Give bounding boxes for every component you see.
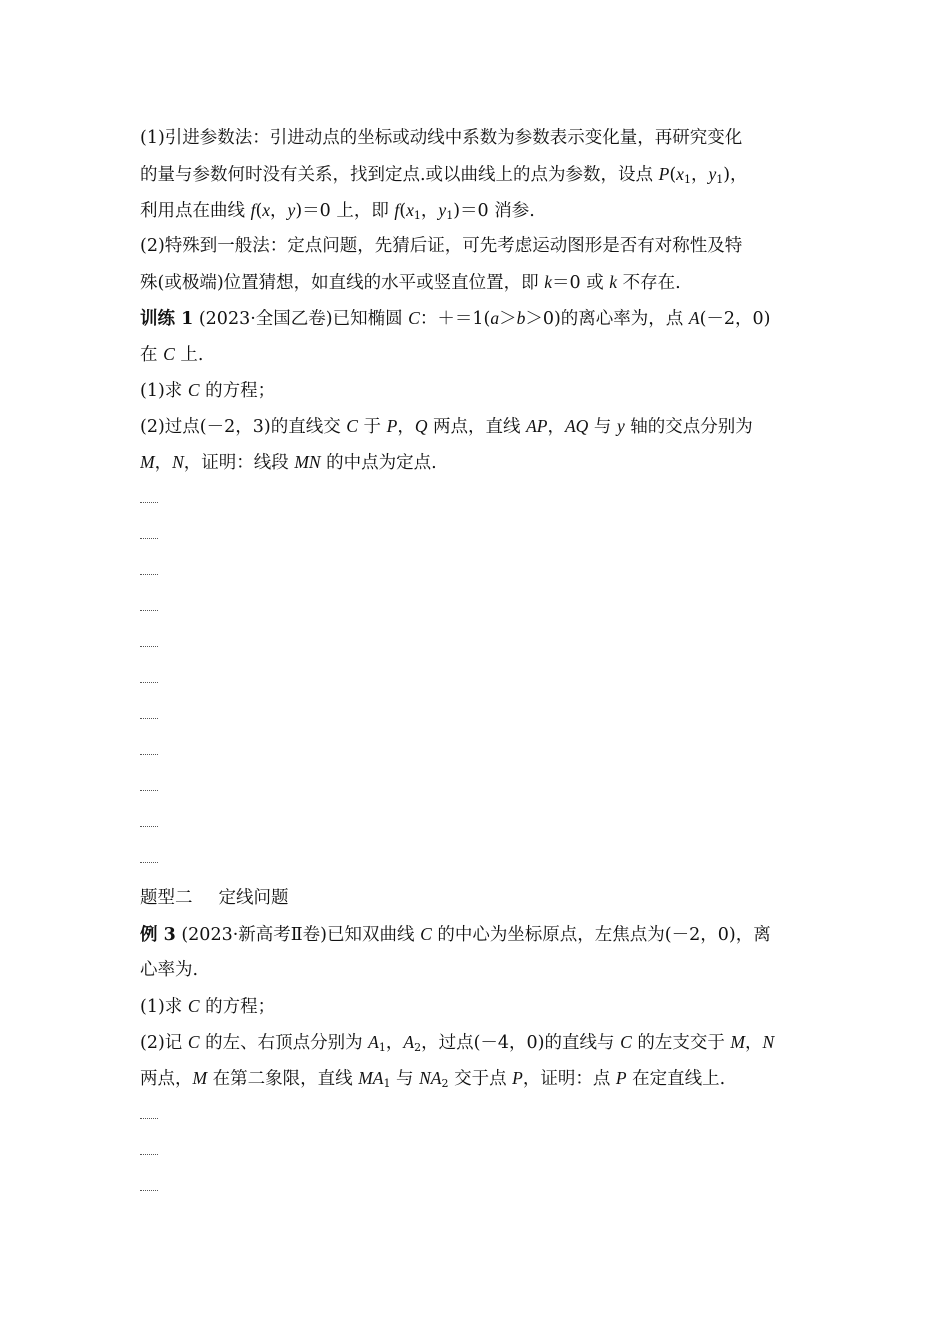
text: ，过点(－4，0)的直线与 xyxy=(421,1033,621,1053)
method2-line2 xyxy=(140,264,815,300)
answer-line[interactable] xyxy=(140,1096,815,1132)
text: (－2，0) xyxy=(699,309,771,329)
text: ， xyxy=(385,1033,404,1053)
answer-dots xyxy=(140,718,158,719)
answer-dots xyxy=(140,646,158,647)
var: y xyxy=(708,164,717,184)
subscript: 1 xyxy=(413,209,421,222)
text: 的方程； xyxy=(199,381,276,401)
subscript: 1 xyxy=(446,209,454,222)
example3-answer-area[interactable] xyxy=(140,1096,815,1204)
answer-dots xyxy=(140,862,158,863)
text: ( xyxy=(255,201,263,221)
subscript: 1 xyxy=(683,173,691,186)
answer-line[interactable] xyxy=(140,732,815,768)
text: 交于点 xyxy=(448,1069,513,1089)
text: ， xyxy=(744,1033,763,1053)
subscript: 1 xyxy=(378,1041,386,1054)
example3-line2 xyxy=(140,952,815,988)
var: x xyxy=(676,164,684,184)
training1-question2-line1 xyxy=(140,408,815,444)
var: C xyxy=(346,416,358,436)
text: 在 xyxy=(140,345,164,365)
answer-line[interactable] xyxy=(140,624,815,660)
var: P xyxy=(512,1068,523,1088)
section-label: 题型二 xyxy=(140,888,193,908)
var: N xyxy=(172,452,184,472)
training1-question1 xyxy=(140,372,815,408)
answer-dots xyxy=(140,682,158,683)
text: 两点，直线 xyxy=(427,417,527,437)
answer-dots xyxy=(140,574,158,575)
text: ， xyxy=(547,417,565,437)
answer-dots xyxy=(140,1190,158,1191)
training1-line1 xyxy=(140,300,815,336)
var: M xyxy=(192,1068,208,1088)
text: 上. xyxy=(174,345,204,365)
var: C xyxy=(420,924,432,944)
text: 不存在. xyxy=(617,273,681,293)
var: C xyxy=(163,344,175,364)
text: ＞ xyxy=(499,309,517,329)
answer-line[interactable] xyxy=(140,480,815,516)
var: AQ xyxy=(564,416,589,436)
var: NA xyxy=(419,1068,442,1088)
answer-line[interactable] xyxy=(140,588,815,624)
training1-answer-area[interactable] xyxy=(140,480,815,876)
example-label: 例 3 xyxy=(140,925,176,945)
var: M xyxy=(730,1032,745,1052)
text: (1)引进参数法：引进动点的坐标或动线中系数为参数表示变化量，再研究变化 xyxy=(140,128,743,148)
text: (2)特殊到一般法：定点问题，先猜后证，可先考虑运动图形是否有对称性及特 xyxy=(140,236,743,256)
var: x xyxy=(406,200,414,220)
var: N xyxy=(762,1032,775,1052)
answer-line[interactable] xyxy=(140,840,815,876)
var: x xyxy=(262,200,271,220)
var: P xyxy=(615,1068,627,1088)
var: AP xyxy=(526,416,548,436)
answer-dots xyxy=(140,754,158,755)
example3-question1 xyxy=(140,988,815,1024)
text: 的左支交于 xyxy=(631,1033,731,1053)
text: ，证明：点 xyxy=(522,1069,616,1089)
example3-question2-line1 xyxy=(140,1024,815,1060)
text: ( xyxy=(669,165,677,185)
subscript: 1 xyxy=(383,1077,391,1090)
answer-line[interactable] xyxy=(140,804,815,840)
var: MA xyxy=(358,1068,384,1088)
text: 的中心为坐标原点，左焦点为(－2，0)，离 xyxy=(431,925,771,945)
var: C xyxy=(187,1032,200,1052)
text: ，证明：线段 xyxy=(183,453,295,473)
training1-question2-line2 xyxy=(140,444,815,480)
answer-line[interactable] xyxy=(140,696,815,732)
var: f xyxy=(394,200,400,220)
example3-line1 xyxy=(140,916,815,952)
var: P xyxy=(386,416,398,436)
var: f xyxy=(250,200,256,220)
text: 在第二象限，直线 xyxy=(207,1069,359,1089)
text: 殊(或极端)位置猜想，如直线的水平或竖直位置，即 xyxy=(140,273,545,293)
var: C xyxy=(187,996,200,1016)
text: (2)记 xyxy=(140,1033,188,1053)
training-label: 训练 1 xyxy=(140,309,194,329)
text: ( xyxy=(399,201,407,221)
var: A xyxy=(368,1032,379,1052)
text: ， xyxy=(270,201,288,221)
text: ＞0)的离心率为，点 xyxy=(525,309,689,329)
text: ， xyxy=(690,165,709,185)
text: (1)求 xyxy=(140,997,188,1017)
text: ， xyxy=(397,417,415,437)
var: y xyxy=(616,416,625,436)
method1-line2 xyxy=(140,156,815,192)
answer-dots xyxy=(140,538,158,539)
answer-dots xyxy=(140,1118,158,1119)
answer-line[interactable] xyxy=(140,1168,815,1204)
method2-line1 xyxy=(140,228,815,264)
var: k xyxy=(544,272,552,292)
section-title: 定线问题 xyxy=(218,888,289,908)
answer-line[interactable] xyxy=(140,768,815,804)
text: 的左、右顶点分别为 xyxy=(199,1033,369,1053)
text: 利用点在曲线 xyxy=(140,201,251,221)
answer-line[interactable] xyxy=(140,1132,815,1168)
method1-line1 xyxy=(140,120,815,156)
subscript: 2 xyxy=(414,1041,422,1054)
var: A xyxy=(688,308,700,328)
var: k xyxy=(609,272,618,292)
subscript: 1 xyxy=(716,173,724,186)
text: (2)过点(－2，3)的直线交 xyxy=(140,417,347,437)
answer-dots xyxy=(140,1154,158,1155)
text: 的方程； xyxy=(199,997,276,1017)
text: (2023·新高考Ⅱ卷)已知双曲线 xyxy=(175,925,421,945)
subscript: 2 xyxy=(441,1077,449,1090)
var: A xyxy=(403,1032,415,1052)
answer-line[interactable] xyxy=(140,660,815,696)
text: 的量与参数何时没有关系，找到定点.或以曲线上的点为参数，设点 xyxy=(140,165,659,185)
text: ， xyxy=(420,201,439,221)
answer-dots xyxy=(140,502,158,503)
answer-line[interactable] xyxy=(140,552,815,588)
text: (1)求 xyxy=(140,381,188,401)
var: a xyxy=(490,308,500,328)
method1-line3 xyxy=(140,192,815,228)
text: 的中点为定点. xyxy=(320,453,437,473)
text: 两点， xyxy=(140,1069,193,1089)
training1-line2 xyxy=(140,336,815,372)
text: ：＋＝1( xyxy=(419,309,491,329)
var: C xyxy=(187,380,200,400)
var: y xyxy=(438,200,447,220)
document-page xyxy=(140,120,815,1204)
var: M xyxy=(140,452,155,472)
text: )＝0 上，即 xyxy=(295,201,395,221)
text: 与 xyxy=(390,1069,420,1089)
answer-line[interactable] xyxy=(140,516,815,552)
var: Q xyxy=(414,416,428,436)
section-heading xyxy=(140,880,815,916)
var: b xyxy=(516,308,526,328)
text: 轴的交点分别为 xyxy=(624,417,753,437)
var: MN xyxy=(294,452,321,472)
text: 在定直线上. xyxy=(626,1069,726,1089)
answer-dots xyxy=(140,610,158,611)
var: C xyxy=(408,308,420,328)
var: C xyxy=(620,1032,632,1052)
text: 与 xyxy=(588,417,617,437)
text: (2023·全国乙卷)已知椭圆 xyxy=(193,309,409,329)
text: )， xyxy=(723,165,748,185)
answer-dots xyxy=(140,790,158,791)
text: 于 xyxy=(357,417,387,437)
example3-question2-line2 xyxy=(140,1060,815,1096)
text: ＝0 或 xyxy=(552,273,610,293)
answer-dots xyxy=(140,826,158,827)
text: )＝0 消参. xyxy=(453,201,535,221)
var: y xyxy=(287,200,296,220)
text: ， xyxy=(154,453,173,473)
var: P xyxy=(658,164,670,184)
text: 心率为. xyxy=(140,960,199,980)
